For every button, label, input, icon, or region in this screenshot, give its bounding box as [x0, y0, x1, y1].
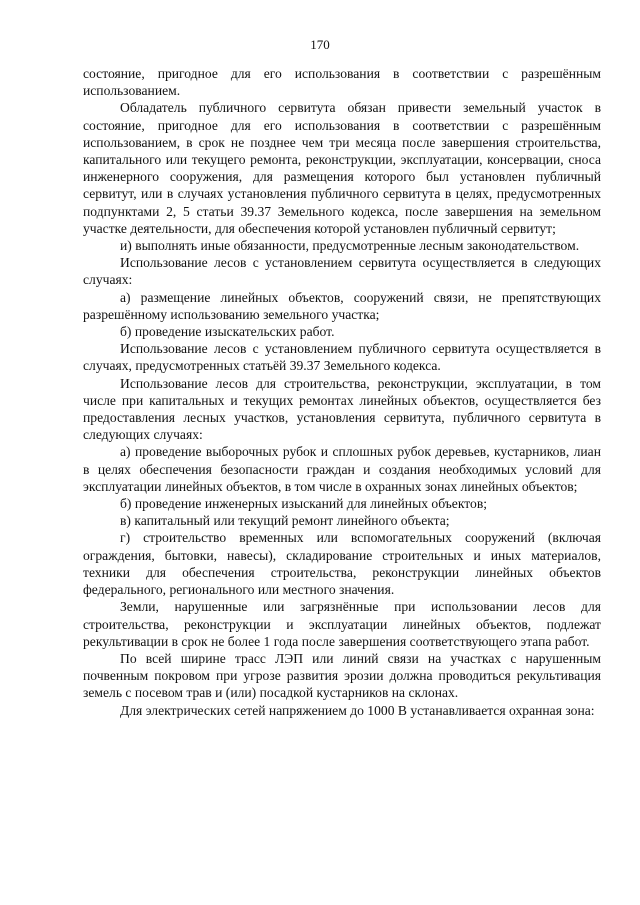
- page-number: 170: [310, 37, 330, 52]
- document-body: [83, 65, 601, 719]
- paragraph-item-b-engineering-surveys: б) проведение инженерных изысканий для линейных объектов;: [120, 496, 488, 512]
- paragraph-servitude-cases: Использование лесов с установлением сервитута осуществляется в следующих случаях:: [83, 255, 601, 288]
- paragraph-recultivation-term: Земли, нарушенные или загрязнённые при использовании лесов для строительства, реконструкции и эксплуатации линейных объектов, подлежат рекультивации в срок не более 1 года после завершения соответствующего этапа работ.: [83, 599, 601, 649]
- paragraph-public-servitude: Использование лесов с установлением публичного сервитута осуществляется в случаях, предусмотренных статьёй 39.37 Земельного кодекса.: [83, 341, 601, 374]
- paragraph-erosion-recultivation: По всей ширине трасс ЛЭП или линий связи на участках с нарушенным почвенным покровом при угрозе развития эрозии должна проводиться рекультивация земель с посевом трав и (или) посадкой кустарников на склонах.: [83, 650, 601, 701]
- paragraph-forest-use-linear: Использование лесов для строительства, реконструкции, эксплуатации, в том числе при капитальных и текущих ремонтах линейных объектов, осуществляется без предоставления лесных участков, установления сервитута, публичного сервитута в следующих случаях:: [83, 375, 601, 443]
- paragraph-protection-zone: Для электрических сетей напряжением до 1000 В устанавливается охранная зона:: [120, 702, 595, 718]
- paragraph-item-a-felling: а) проведение выборочных рубок и сплошных рубок деревьев, кустарников, лиан в целях обеспечения безопасности граждан и создания необходимых условий для эксплуатации линейных объектов, в том числе в охранных зонах линейных объектов;: [83, 444, 601, 494]
- paragraph-item-g-construction: г) строительство временных или вспомогательных сооружений (включая ограждения, бытовки, навесы), складирование строительных и иных материалов, техники для обеспечения строительства, реконструкции линейных объектов федерального, регионального или местного значения.: [83, 530, 601, 598]
- paragraph-servitude-holder-duty: Обладатель публичного сервитута обязан привести земельный участок в состояние, пригодное для его использования в соответствии с разрешённым использованием, в срок не позднее чем три месяца после завершения строительства, капитального или текущего ремонта, реконструкции, эксплуатации, консервации, сноса инженерного сооружения, для размещения которого был установлен публичный сервитут, или в случаях установления публичного сервитута в целях, предусмотренных подпунктами 2, 5 статьи 39.37 Земельного кодекса, после завершения на земельном участке деятельности, для обеспечения которой установлен публичный сервитут;: [83, 100, 601, 236]
- paragraph-item-v-repair: в) капитальный или текущий ремонт линейного объекта;: [120, 513, 450, 529]
- paragraph-item-i: и) выполнять иные обязанности, предусмотренные лесным законодательством.: [120, 238, 580, 254]
- paragraph-item-b-surveys: б) проведение изыскательских работ.: [120, 324, 335, 340]
- paragraph-continuation: состояние, пригодное для его использования в соответствии с разрешённым использованием.: [83, 66, 601, 99]
- paragraph-item-a-linear-objects: а) размещение линейных объектов, сооружений связи, не препятствующих разрешённому использованию земельного участка;: [83, 289, 601, 322]
